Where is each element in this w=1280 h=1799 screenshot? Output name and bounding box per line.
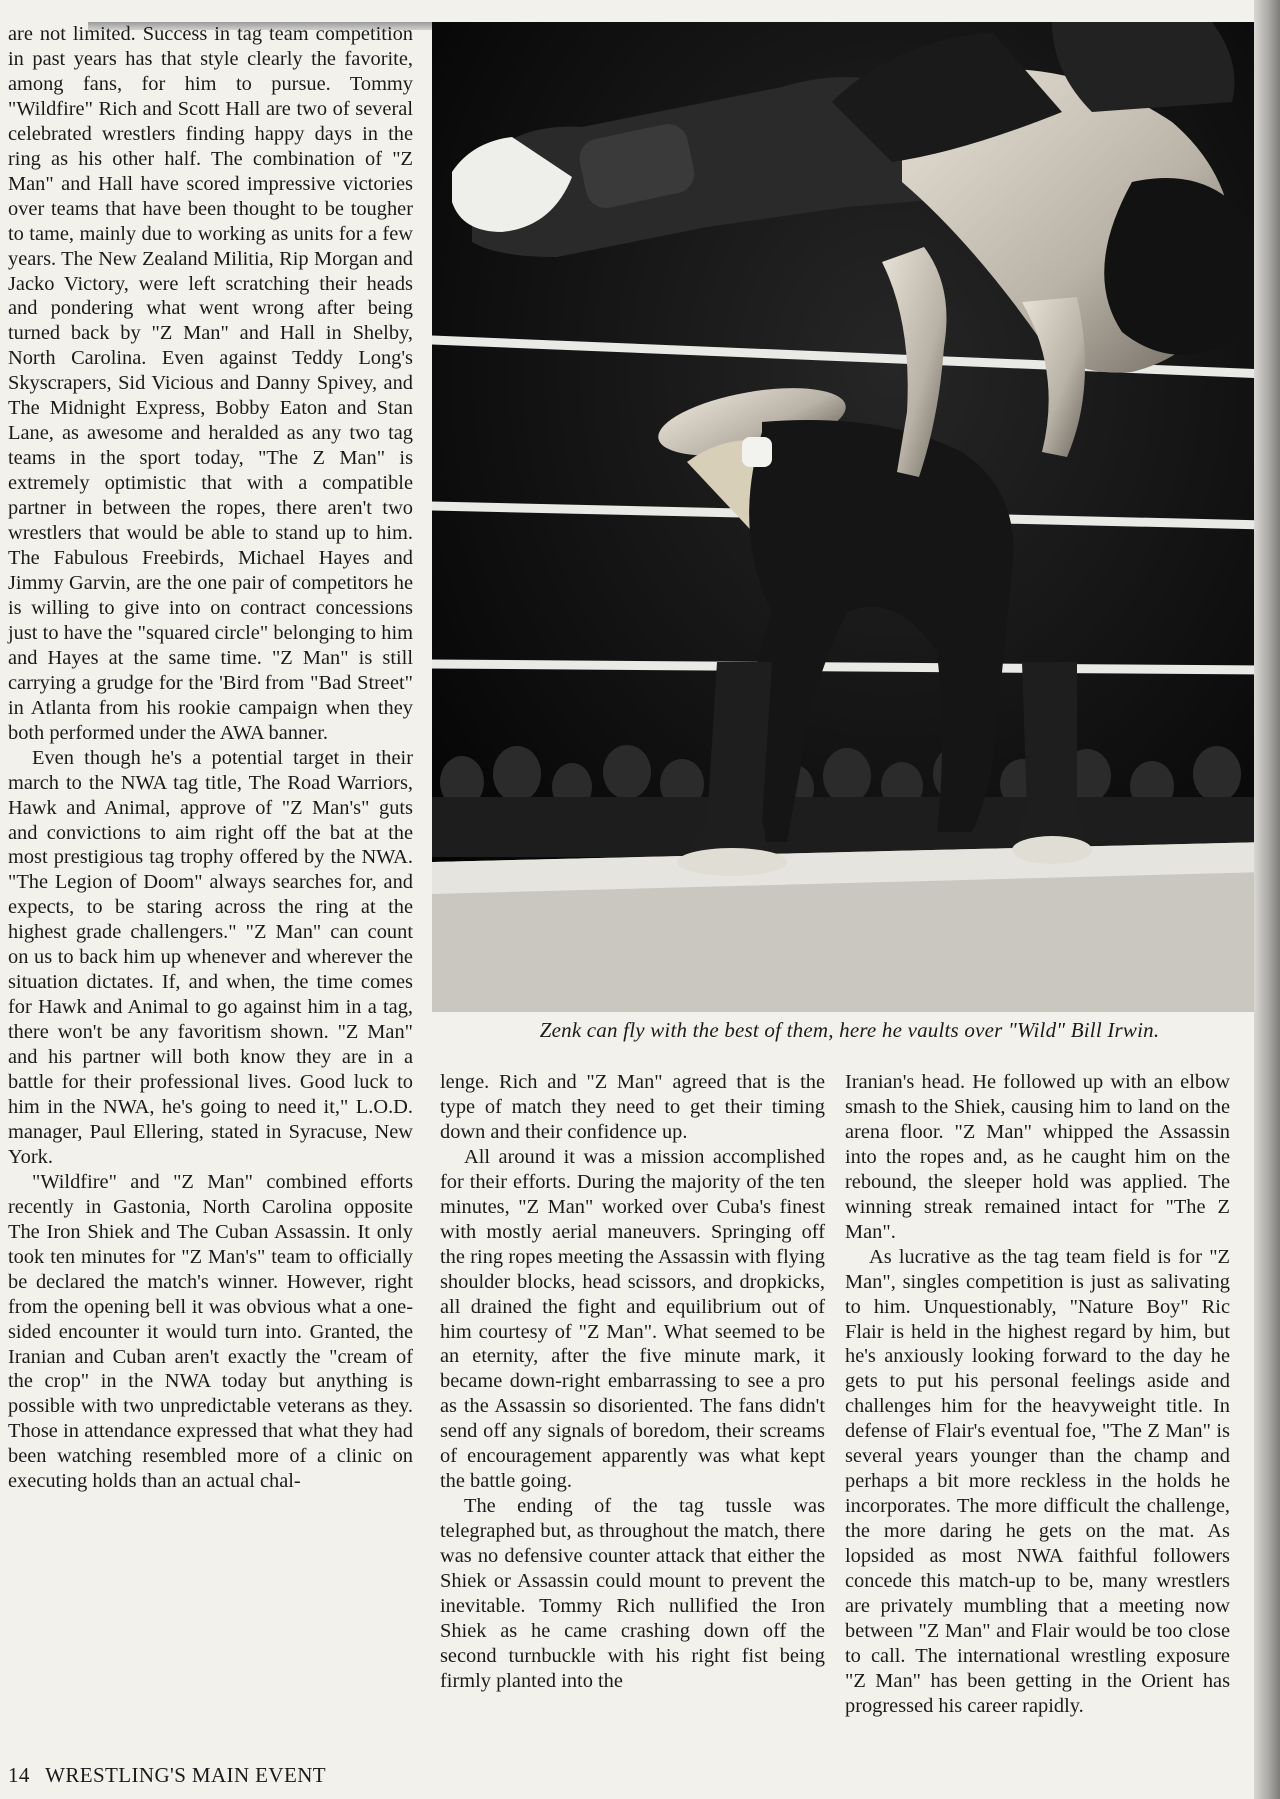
- photo-illustration: [432, 22, 1267, 1012]
- page-edge: [1254, 0, 1280, 1799]
- page-footer: [8, 1763, 336, 1788]
- article-paragraph: All around it was a mission accomplished for their efforts. During the majority of the ten minutes, "Z Man" worked over Cuba's finest with mostly aerial maneuvers. Springing off the ring ropes meeting the Assassin with flying shoulder blocks, head scissors, and dropkicks, all drained the fight and equilibrium out of him courtesy of "Z Man". What seemed to be an eternity, after the five minute mark, it became down-right embarrassing to see a pro as the Assassin so disoriented. The fans didn't send off any signals of boredom, their screams of encouragement apparently was what kept the battle going.: [440, 1145, 825, 1493]
- publication-name: WRESTLING'S MAIN EVENT: [45, 1763, 326, 1787]
- photo-caption: Zenk can fly with the best of them, here he vaults over "Wild" Bill Irwin.: [539, 1018, 1160, 1042]
- article-paragraph: Even though he's a potential target in their march to the NWA tag title, The Road Warriors, Hawk and Animal, approve of "Z Man's" guts and convictions to aim right off the bat at the most prestigious tag trophy offered by the NWA. "The Legion of Doom" always searches for, and expects, to be staring across the ring at the highest grade challengers." "Z Man" can count on us to back him up whenever and wherever the situation dictates. If, and when, the time comes for Hawk and Animal to go against him in a tag, there won't be any favoritism shown. "Z Man" and his partner will both know they are in a battle for their professional lives. Good luck to him in the NWA, he's going to need it," L.O.D. manager, Paul Ellering, stated in Syracuse, New York.: [8, 746, 413, 1168]
- article-paragraph: Iranian's head. He followed up with an elbow smash to the Shiek, causing him to land on the arena floor. "Z Man" whipped the Assassin into the ropes and, as he caught him on the rebound, the sleeper hold was applied. The winning streak remained intact for "The Z Man".: [845, 1071, 1230, 1243]
- article-column-3: [845, 1070, 1230, 1719]
- article-paragraph: "Wildfire" and "Z Man" combined efforts recently in Gastonia, North Carolina opposite The Iron Shiek and The Cuban Assassin. It only took ten minutes for "Z Man's" team to officially be declared the match's winner. However, right from the opening bell it was obvious what a one-sided encounter it would turn into. Granted, the Iranian and Cuban aren't exactly the "cream of the crop" in the NWA today but anything is possible with two unpredictable veterans as they. Those in attendance expressed that what they had been watching resembled more of a clinic on executing holds than an actual chal-: [8, 1170, 413, 1493]
- article-paragraph: The ending of the tag tussle was telegraphed but, as throughout the match, there was no defensive counter attack that either the Shiek or Assassin could mount to prevent the inevitable. Tommy Rich nullified the Iron Shiek as he came crashing down off the second turnbuckle with his right fist being firmly planted into the: [440, 1495, 825, 1692]
- article-paragraph: lenge. Rich and "Z Man" agreed that is the type of match they need to get their timing down and their confidence up.: [440, 1071, 825, 1143]
- wrestling-photo: [432, 22, 1267, 1012]
- article-paragraph: are not limited. Success in tag team competition in past years has that style clearly the favorite, among fans, for him to pursue. Tommy "Wildfire" Rich and Scott Hall are two of several celebrated wrestlers finding happy days in the ring as his other half. The combination of "Z Man" and Hall have scored impressive victories over teams that have been thought to be tougher to tame, mainly due to working as units for a few years. The New Zealand Militia, Rip Morgan and Jacko Victory, were left scratching their heads and pondering what went wrong after being turned back by "Z Man" and Hall in Shelby, North Carolina. Even against Teddy Long's Skyscrapers, Sid Vicious and Danny Spivey, and The Midnight Express, Bobby Eaton and Stan Lane, as awesome and heralded as any two tag teams in the sport today, "The Z Man" is extremely optimistic that with a compatible partner in between the ropes, there aren't two wrestlers that would be able to stand up to him. The Fabulous Freebirds, Michael Hayes and Jimmy Garvin, are the one pair of competitors he is willing to give into on contract concessions just to have the "squared circle" belonging to him and Hayes at the same time. "Z Man" is still carrying a grudge for the 'Bird from "Bad Street" in Atlanta from his rookie campaign when they both performed under the AWA banner.: [8, 23, 413, 744]
- page-number: 14: [8, 1763, 30, 1787]
- article-column-2: [440, 1070, 825, 1694]
- article-column-1: [8, 22, 413, 1494]
- article-paragraph: As lucrative as the tag team field is for "Z Man", singles competition is just as salivating to him. Unquestionably, "Nature Boy" Ric Flair is held in the highest regard by him, but he's anxiously looking forward to the day he gets to put his personal feelings aside and challenges him for the heavyweight title. In defense of Flair's eventual foe, "The Z Man" is several years younger than the champ and perhaps a bit more reckless in the holds he incorporates. The more difficult the challenge, the more daring he gets on the mat. As lopsided as most NWA faithful followers concede this match-up to be, many wrestlers are privately mumbling that a meeting now between "Z Man" and Flair would be too close to call. The international wrestling exposure "Z Man" has been getting in the Orient has progressed his career rapidly.: [845, 1245, 1230, 1717]
